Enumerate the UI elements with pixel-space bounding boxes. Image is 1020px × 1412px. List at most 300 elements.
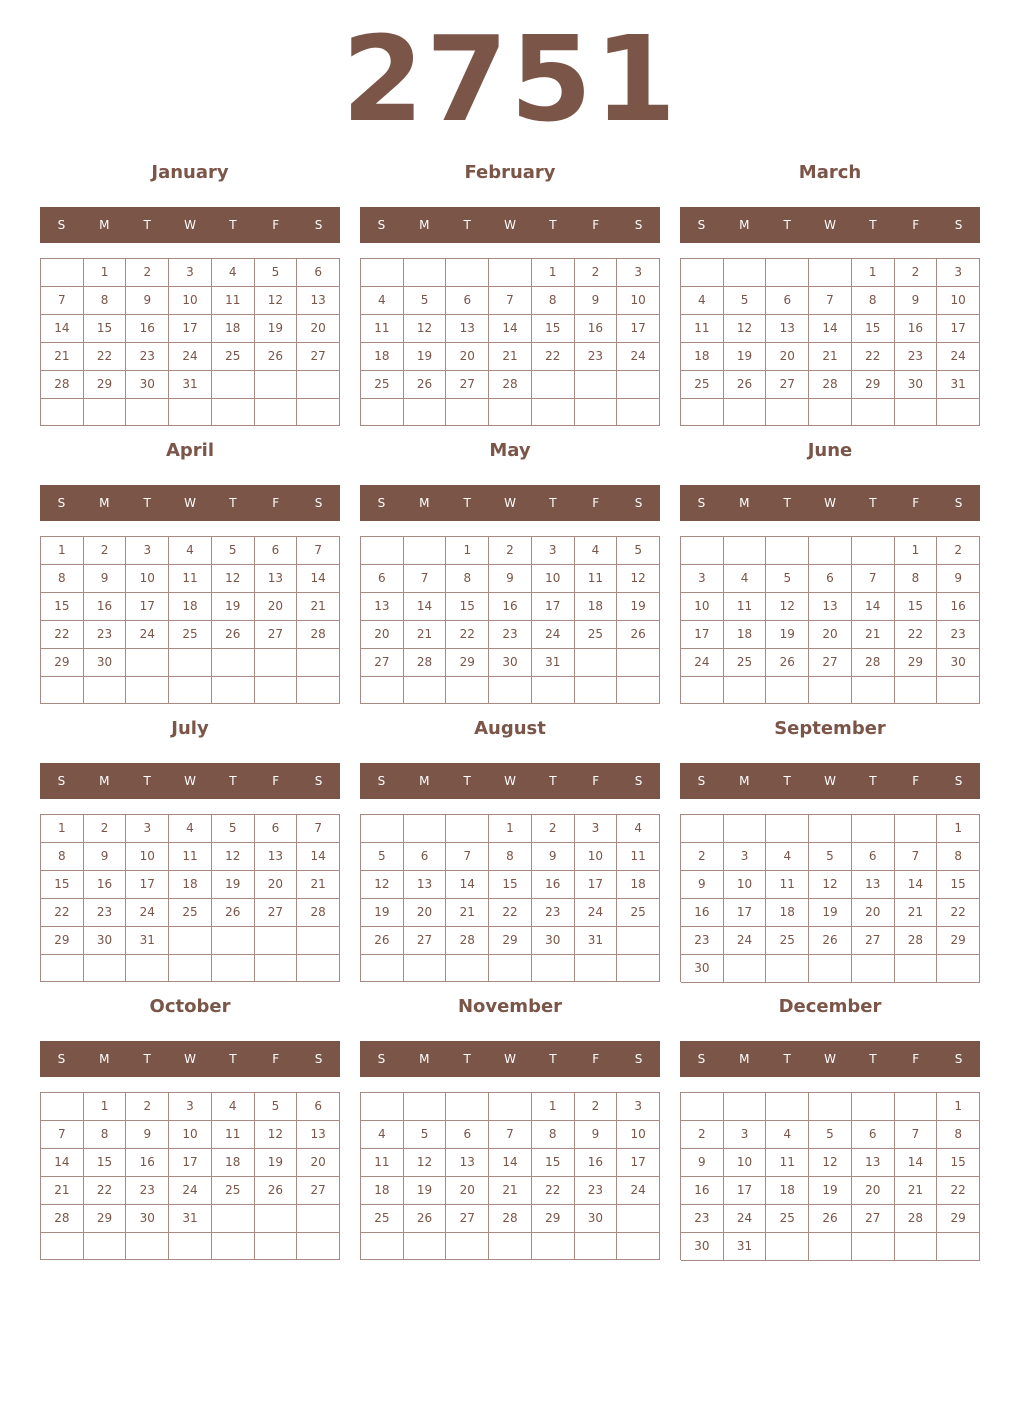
day-cell (852, 1233, 895, 1261)
weekday-label: S (57, 496, 66, 510)
weekday-label: W (504, 774, 516, 788)
day-cell (297, 677, 340, 704)
day-cell: 17 (532, 593, 575, 621)
day-cell: 4 (169, 537, 212, 565)
day-cell (404, 677, 447, 704)
day-cell: 25 (681, 371, 724, 399)
weekday-label: M (419, 1052, 430, 1066)
day-cell (169, 955, 212, 982)
day-cell (255, 927, 298, 955)
weekday-label: S (634, 218, 643, 232)
day-cell: 13 (766, 315, 809, 343)
day-cell: 13 (852, 871, 895, 899)
day-grid (40, 814, 340, 982)
day-cell: 4 (361, 1121, 404, 1149)
day-cell: 3 (575, 815, 618, 843)
day-cell: 28 (852, 649, 895, 677)
day-cell (809, 259, 852, 287)
weekday-label: F (592, 218, 600, 232)
day-cell: 9 (681, 871, 724, 899)
day-cell: 12 (809, 871, 852, 899)
day-cell: 24 (126, 899, 169, 927)
day-cell (84, 677, 127, 704)
day-cell: 28 (809, 371, 852, 399)
weekday-label: S (377, 774, 386, 788)
weekday-label: T (229, 218, 237, 232)
day-cell: 26 (255, 343, 298, 371)
day-cell: 2 (84, 815, 127, 843)
month-title: December (778, 996, 882, 1017)
weekday-label: F (272, 218, 280, 232)
day-cell (895, 815, 938, 843)
day-cell (852, 399, 895, 426)
day-cell: 23 (937, 621, 980, 649)
day-cell (404, 399, 447, 426)
day-cell: 22 (532, 343, 575, 371)
day-cell (724, 1093, 767, 1121)
day-cell: 1 (41, 815, 84, 843)
day-cell: 3 (724, 843, 767, 871)
day-cell: 27 (446, 371, 489, 399)
day-cell: 31 (532, 649, 575, 677)
weekday-label: T (783, 496, 791, 510)
day-cell (852, 955, 895, 983)
day-cell: 13 (446, 315, 489, 343)
day-cell: 31 (126, 927, 169, 955)
day-cell: 5 (404, 1121, 447, 1149)
day-cell: 1 (895, 537, 938, 565)
day-cell (404, 259, 447, 287)
day-cell: 9 (575, 287, 618, 315)
day-cell: 21 (446, 899, 489, 927)
weekday-label: S (314, 218, 323, 232)
day-cell: 5 (724, 287, 767, 315)
weekday-header (680, 1041, 980, 1077)
day-cell: 11 (724, 593, 767, 621)
day-cell: 21 (852, 621, 895, 649)
day-cell: 28 (446, 927, 489, 955)
day-cell: 18 (724, 621, 767, 649)
day-cell (809, 537, 852, 565)
day-cell: 5 (809, 843, 852, 871)
day-cell: 20 (852, 1177, 895, 1205)
day-cell (681, 1093, 724, 1121)
day-cell: 29 (895, 649, 938, 677)
day-cell: 6 (297, 259, 340, 287)
day-cell: 6 (361, 565, 404, 593)
weekday-label: T (783, 774, 791, 788)
day-cell: 16 (575, 315, 618, 343)
day-cell (126, 1233, 169, 1260)
weekday-label: W (184, 1052, 196, 1066)
day-cell: 27 (852, 927, 895, 955)
day-cell: 18 (361, 343, 404, 371)
day-cell: 12 (255, 1121, 298, 1149)
day-cell: 28 (41, 1205, 84, 1233)
day-cell (297, 927, 340, 955)
weekday-label: T (869, 218, 877, 232)
day-cell (489, 955, 532, 982)
day-cell: 20 (852, 899, 895, 927)
day-cell: 2 (895, 259, 938, 287)
weekday-label: T (463, 1052, 471, 1066)
day-cell: 27 (361, 649, 404, 677)
day-cell: 15 (852, 315, 895, 343)
weekday-label: F (912, 774, 920, 788)
day-cell (895, 399, 938, 426)
day-cell: 12 (404, 315, 447, 343)
day-cell: 11 (766, 1149, 809, 1177)
day-cell (41, 1233, 84, 1260)
weekday-label: S (634, 1052, 643, 1066)
day-cell: 21 (297, 593, 340, 621)
day-cell: 7 (41, 287, 84, 315)
day-cell (766, 537, 809, 565)
day-cell: 17 (724, 1177, 767, 1205)
day-cell: 25 (361, 1205, 404, 1233)
day-cell (41, 677, 84, 704)
day-cell (575, 955, 618, 982)
day-cell (532, 371, 575, 399)
day-cell: 12 (212, 843, 255, 871)
day-cell (617, 1205, 660, 1233)
day-cell: 10 (126, 843, 169, 871)
day-cell: 12 (766, 593, 809, 621)
day-cell: 23 (575, 1177, 618, 1205)
day-cell: 19 (361, 899, 404, 927)
weekday-label: T (143, 218, 151, 232)
day-cell: 7 (404, 565, 447, 593)
day-cell (212, 649, 255, 677)
day-cell: 21 (404, 621, 447, 649)
day-grid (680, 1092, 980, 1260)
day-cell (212, 955, 255, 982)
day-cell: 24 (126, 621, 169, 649)
day-cell: 26 (617, 621, 660, 649)
day-cell: 11 (169, 843, 212, 871)
day-cell (724, 399, 767, 426)
day-cell: 21 (489, 343, 532, 371)
day-cell (809, 1233, 852, 1261)
weekday-label: W (504, 496, 516, 510)
weekday-header (360, 763, 660, 799)
weekday-label: S (314, 496, 323, 510)
day-cell: 26 (361, 927, 404, 955)
day-cell: 16 (84, 593, 127, 621)
weekday-label: S (697, 218, 706, 232)
day-cell: 24 (724, 927, 767, 955)
day-cell: 7 (297, 815, 340, 843)
weekday-label: T (549, 1052, 557, 1066)
day-cell: 19 (255, 315, 298, 343)
day-cell: 29 (84, 371, 127, 399)
day-grid (360, 536, 660, 704)
weekday-label: S (314, 1052, 323, 1066)
day-cell: 22 (532, 1177, 575, 1205)
day-cell (361, 955, 404, 982)
day-cell: 25 (617, 899, 660, 927)
day-cell: 16 (681, 899, 724, 927)
weekday-label: S (57, 1052, 66, 1066)
day-cell (169, 399, 212, 426)
day-cell (895, 677, 938, 704)
month-title: August (474, 718, 546, 739)
day-cell: 21 (895, 899, 938, 927)
day-cell: 8 (852, 287, 895, 315)
day-cell: 13 (446, 1149, 489, 1177)
day-cell: 16 (681, 1177, 724, 1205)
day-cell: 16 (575, 1149, 618, 1177)
day-cell: 6 (297, 1093, 340, 1121)
month-title: June (807, 440, 853, 461)
day-cell: 18 (212, 315, 255, 343)
day-cell (297, 649, 340, 677)
weekday-label: W (824, 1052, 836, 1066)
day-cell: 29 (84, 1205, 127, 1233)
day-cell: 28 (895, 927, 938, 955)
day-cell: 15 (41, 593, 84, 621)
day-cell: 20 (297, 315, 340, 343)
day-cell: 27 (255, 899, 298, 927)
day-cell (361, 1233, 404, 1260)
day-cell: 2 (84, 537, 127, 565)
day-cell: 31 (937, 371, 980, 399)
weekday-label: M (419, 774, 430, 788)
day-cell (404, 1233, 447, 1260)
day-cell: 8 (937, 843, 980, 871)
day-cell (937, 955, 980, 983)
weekday-label: S (634, 774, 643, 788)
day-grid (40, 1092, 340, 1260)
day-cell (575, 1233, 618, 1260)
day-cell (126, 677, 169, 704)
day-cell (532, 399, 575, 426)
day-cell: 25 (169, 899, 212, 927)
day-cell: 1 (41, 537, 84, 565)
day-cell: 5 (212, 815, 255, 843)
day-cell: 27 (446, 1205, 489, 1233)
day-cell: 1 (446, 537, 489, 565)
day-cell: 25 (169, 621, 212, 649)
day-cell: 9 (937, 565, 980, 593)
day-cell: 19 (212, 871, 255, 899)
day-grid (680, 536, 980, 704)
day-cell: 28 (489, 371, 532, 399)
day-cell: 19 (809, 899, 852, 927)
day-cell: 11 (212, 1121, 255, 1149)
day-cell: 25 (212, 343, 255, 371)
day-cell (255, 1205, 298, 1233)
weekday-label: T (229, 496, 237, 510)
day-cell: 10 (532, 565, 575, 593)
day-cell: 21 (41, 343, 84, 371)
day-cell (937, 677, 980, 704)
day-cell (617, 955, 660, 982)
day-cell (212, 1205, 255, 1233)
weekday-label: W (184, 496, 196, 510)
weekday-label: T (549, 218, 557, 232)
day-cell: 5 (809, 1121, 852, 1149)
day-cell: 29 (41, 649, 84, 677)
weekday-header (680, 207, 980, 243)
day-cell: 8 (532, 1121, 575, 1149)
day-cell (532, 1233, 575, 1260)
weekday-header (360, 207, 660, 243)
day-cell (724, 537, 767, 565)
day-cell (724, 259, 767, 287)
day-cell: 23 (895, 343, 938, 371)
day-cell (489, 1093, 532, 1121)
day-cell: 25 (575, 621, 618, 649)
day-cell: 29 (852, 371, 895, 399)
weekday-label: S (377, 218, 386, 232)
day-cell: 4 (575, 537, 618, 565)
day-cell: 11 (169, 565, 212, 593)
day-cell: 28 (297, 621, 340, 649)
day-cell: 14 (489, 1149, 532, 1177)
weekday-label: F (592, 1052, 600, 1066)
day-cell (681, 677, 724, 704)
day-cell: 23 (681, 927, 724, 955)
day-cell: 12 (617, 565, 660, 593)
weekday-label: T (143, 1052, 151, 1066)
day-cell: 18 (766, 899, 809, 927)
day-cell: 17 (126, 871, 169, 899)
weekday-label: W (504, 1052, 516, 1066)
day-cell: 11 (766, 871, 809, 899)
day-cell: 11 (681, 315, 724, 343)
weekday-label: S (57, 774, 66, 788)
day-cell (84, 955, 127, 982)
day-cell (575, 399, 618, 426)
day-cell (937, 1233, 980, 1261)
day-cell (41, 955, 84, 982)
day-cell: 4 (361, 287, 404, 315)
day-cell: 14 (852, 593, 895, 621)
weekday-label: W (824, 496, 836, 510)
day-cell: 9 (532, 843, 575, 871)
day-cell (126, 649, 169, 677)
day-cell (41, 259, 84, 287)
day-cell: 23 (681, 1205, 724, 1233)
weekday-label: F (592, 774, 600, 788)
day-cell: 18 (169, 871, 212, 899)
day-cell: 12 (255, 287, 298, 315)
day-cell: 30 (84, 649, 127, 677)
day-cell (446, 677, 489, 704)
day-cell: 11 (361, 315, 404, 343)
day-cell (809, 677, 852, 704)
day-cell (212, 677, 255, 704)
day-cell: 10 (169, 1121, 212, 1149)
day-cell (766, 955, 809, 983)
day-cell (489, 677, 532, 704)
day-cell (255, 649, 298, 677)
day-cell (361, 677, 404, 704)
weekday-label: F (272, 496, 280, 510)
day-cell (126, 955, 169, 982)
day-cell: 20 (404, 899, 447, 927)
day-cell (255, 399, 298, 426)
day-cell: 13 (361, 593, 404, 621)
day-cell: 30 (489, 649, 532, 677)
day-cell: 31 (169, 1205, 212, 1233)
day-cell: 17 (617, 315, 660, 343)
weekday-label: M (99, 774, 110, 788)
day-cell (404, 1093, 447, 1121)
day-cell: 8 (84, 1121, 127, 1149)
day-cell: 9 (489, 565, 532, 593)
weekday-label: M (99, 1052, 110, 1066)
day-cell: 1 (532, 1093, 575, 1121)
day-cell: 7 (446, 843, 489, 871)
day-cell (446, 1093, 489, 1121)
day-cell: 2 (532, 815, 575, 843)
day-cell: 1 (532, 259, 575, 287)
weekday-label: T (229, 774, 237, 788)
day-cell: 13 (852, 1149, 895, 1177)
day-cell: 9 (681, 1149, 724, 1177)
day-cell: 19 (724, 343, 767, 371)
month-title: February (464, 162, 556, 183)
day-cell: 18 (169, 593, 212, 621)
day-cell: 8 (532, 287, 575, 315)
day-cell: 26 (724, 371, 767, 399)
day-cell: 20 (361, 621, 404, 649)
day-cell (489, 399, 532, 426)
weekday-label: T (463, 496, 471, 510)
day-cell (212, 927, 255, 955)
day-cell: 23 (84, 899, 127, 927)
day-cell (937, 399, 980, 426)
day-cell (681, 399, 724, 426)
day-cell: 20 (297, 1149, 340, 1177)
day-cell (169, 1233, 212, 1260)
weekday-label: S (314, 774, 323, 788)
day-cell: 5 (255, 1093, 298, 1121)
day-cell: 14 (41, 1149, 84, 1177)
weekday-label: M (739, 218, 750, 232)
day-cell: 4 (724, 565, 767, 593)
day-cell: 15 (532, 1149, 575, 1177)
day-cell: 2 (126, 259, 169, 287)
day-cell (297, 1233, 340, 1260)
day-cell: 1 (937, 1093, 980, 1121)
weekday-label: T (463, 774, 471, 788)
day-cell: 7 (852, 565, 895, 593)
day-cell: 10 (724, 1149, 767, 1177)
day-cell: 3 (126, 537, 169, 565)
day-cell: 1 (84, 259, 127, 287)
weekday-label: T (143, 496, 151, 510)
day-cell: 2 (126, 1093, 169, 1121)
day-cell: 3 (681, 565, 724, 593)
day-cell (41, 399, 84, 426)
day-cell: 14 (404, 593, 447, 621)
day-cell (681, 815, 724, 843)
day-cell: 30 (532, 927, 575, 955)
day-cell: 8 (446, 565, 489, 593)
day-cell: 16 (489, 593, 532, 621)
day-cell: 12 (212, 565, 255, 593)
weekday-label: S (697, 496, 706, 510)
day-cell: 24 (724, 1205, 767, 1233)
weekday-header (40, 485, 340, 521)
day-cell: 22 (41, 899, 84, 927)
day-cell: 26 (255, 1177, 298, 1205)
weekday-label: F (912, 496, 920, 510)
weekday-label: S (954, 496, 963, 510)
